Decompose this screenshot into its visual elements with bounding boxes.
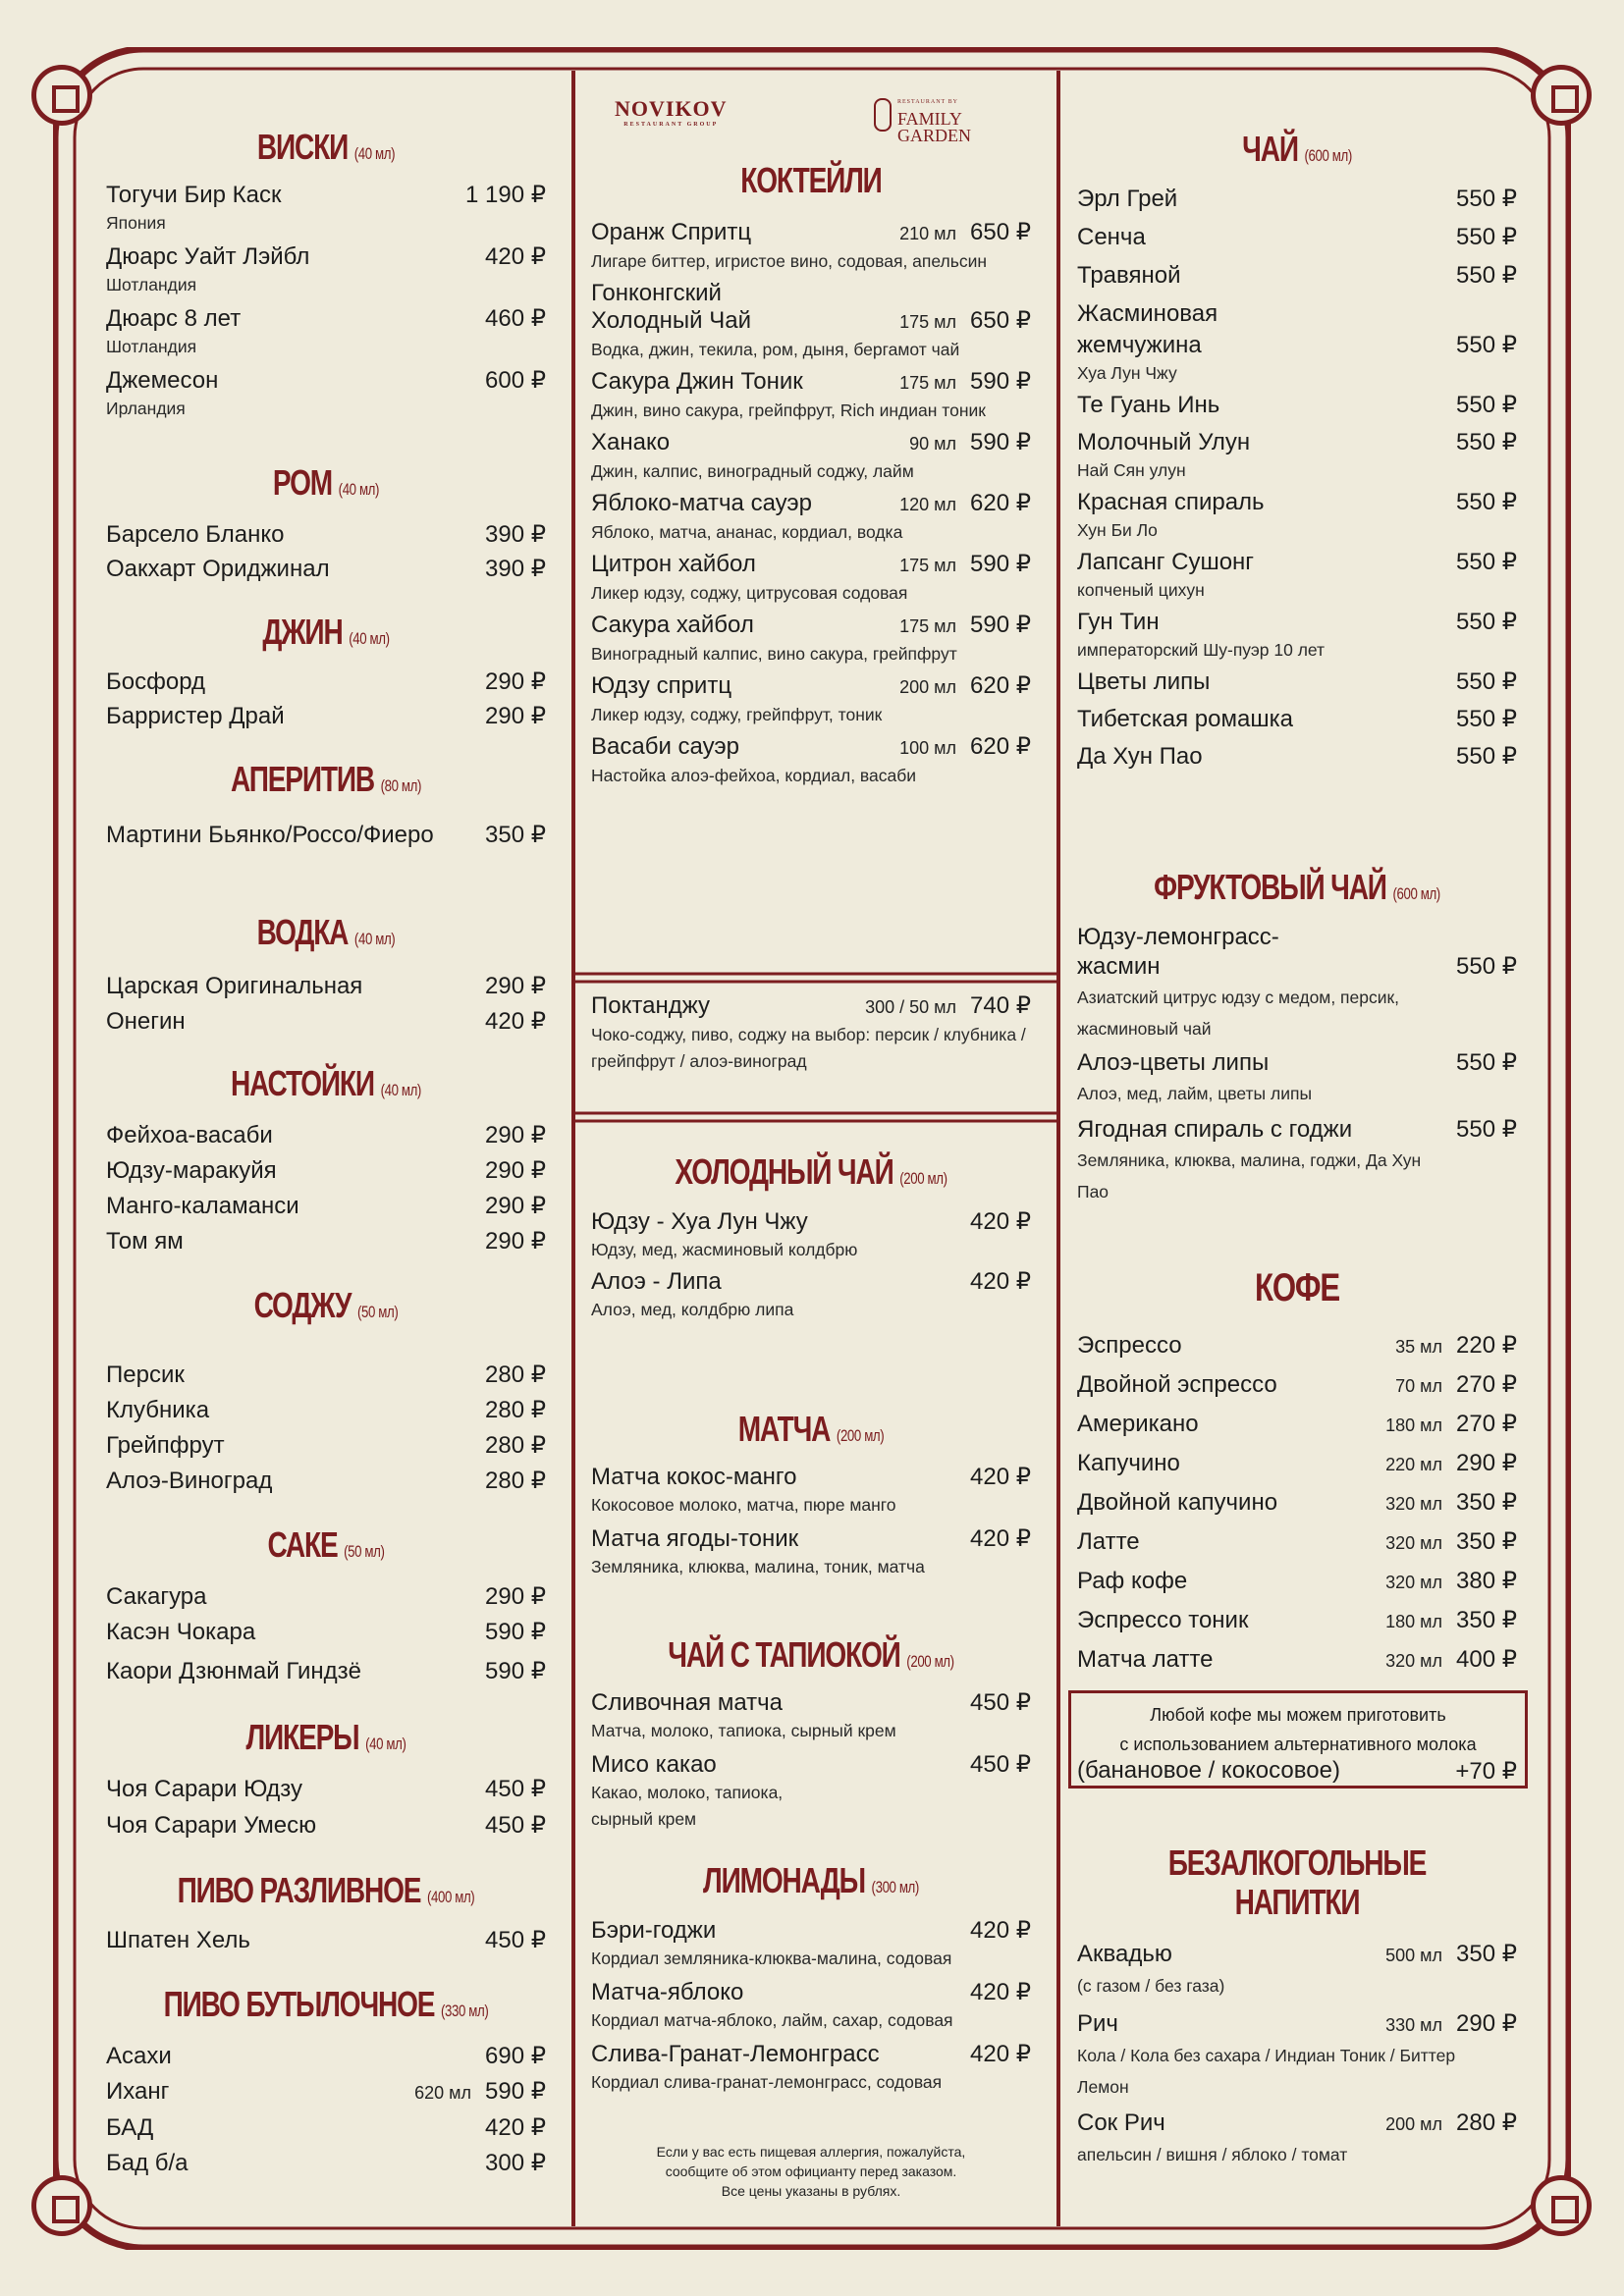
item-desc: Матча, молоко, тапиока, сырный крем	[591, 1721, 896, 1740]
menu-item: Эрл Грей 550 ₽	[1077, 186, 1517, 212]
menu-item: Лапсанг Сушонг 550 ₽	[1077, 549, 1517, 575]
menu-item: Гун Тин 550 ₽	[1077, 609, 1517, 635]
menu-item: Васаби сауэр 100 мл 620 ₽	[591, 733, 1031, 760]
section-title-tapioca: ЧАЙ С ТАПИОКОЙ (200 мл)	[668, 1634, 954, 1675]
menu-item: Яблоко-матча сауэр 120 мл 620 ₽	[591, 490, 1031, 516]
menu-item: Барристер Драй 290 ₽	[106, 703, 546, 729]
section-title-rum: РОМ (40 мл)	[272, 462, 380, 503]
menu-item: Персик 280 ₽	[106, 1362, 546, 1388]
menu-item: Рич 330 мл 290 ₽	[1077, 2010, 1517, 2037]
item-desc: Ирландия	[106, 399, 186, 418]
item-desc: Хун Би Ло	[1077, 520, 1158, 540]
menu-item: Мартини Бьянко/Россо/Фиеро 350 ₽	[106, 822, 546, 848]
menu-item: Цветы липы 550 ₽	[1077, 668, 1517, 695]
section-title-fruit-tea: ФРУКТОВЫЙ ЧАЙ (600 мл)	[1154, 867, 1440, 907]
menu-item: Раф кофе 320 мл 380 ₽	[1077, 1568, 1517, 1594]
section-title-cold-tea: ХОЛОДНЫЙ ЧАЙ (200 мл)	[675, 1151, 947, 1192]
menu-item: жемчужина 550 ₽	[1077, 332, 1517, 358]
menu-item: Да Хун Пао 550 ₽	[1077, 743, 1517, 770]
item-desc: Ликер юдзу, соджу, грейпфрут, тоник	[591, 705, 883, 724]
menu-item: Молочный Улун 550 ₽	[1077, 429, 1517, 455]
corner-ornament-br	[1531, 2175, 1592, 2236]
section-title-nastoyki: НАСТОЙКИ (40 мл)	[231, 1063, 421, 1103]
menu-item: Те Гуань Инь 550 ₽	[1077, 392, 1517, 418]
menu-item: Ягодная спираль с годжи 550 ₽	[1077, 1116, 1517, 1143]
alt-milk-line1: Любой кофе мы можем приготовить	[1150, 1705, 1446, 1725]
menu-item: Американо 180 мл 270 ₽	[1077, 1411, 1517, 1437]
item-desc: Хуа Лун Чжу	[1077, 363, 1177, 383]
menu-item: Цитрон хайбол 175 мл 590 ₽	[591, 551, 1031, 577]
menu-item: Оакхарт Ориджинал 390 ₽	[106, 556, 546, 582]
item-desc: Азиатский цитрус юдзу с медом, персик, жасминовый чай	[1077, 988, 1400, 1039]
allergy-note: Если у вас есть пищевая аллергия, пожалуйста, сообщите об этом официанту перед заказом. Все цены указаны в рублях.	[656, 2144, 966, 2199]
cocktails-list	[591, 218, 1031, 789]
menu-item: Ханако 90 мл 590 ₽	[591, 429, 1031, 455]
item-desc: Водка, джин, текила, ром, дыня, бергамот чай	[591, 340, 960, 359]
menu-item: Царская Оригинальная 290 ₽	[106, 973, 546, 999]
bottled-beer-list	[106, 2042, 546, 2178]
item-desc: Кордиал матча-яблоко, лайм, сахар, содовая	[591, 2010, 953, 2030]
section-title-draft-beer: ПИВО РАЗЛИВНОЕ (400 мл)	[177, 1870, 475, 1910]
menu-item: Эспрессо 35 мл 220 ₽	[1077, 1332, 1517, 1359]
section-title-soft-drinks: БЕЗАЛКОГОЛЬНЫЕ НАПИТКИ	[1167, 1842, 1427, 1922]
sake-list	[106, 1582, 546, 1686]
item-desc: Юдзу, мед, жасминовый колдбрю	[591, 1240, 858, 1259]
alt-milk-options: (банановое / кокосовое)	[1077, 1757, 1340, 1784]
menu-item: Шпатен Хель 450 ₽	[106, 1927, 546, 1953]
menu-item: Иханг 620 мл 590 ₽	[106, 2078, 546, 2105]
item-desc: (с газом / без газа)	[1077, 1976, 1225, 1996]
corner-ornament-bl	[31, 2175, 92, 2236]
item-desc: Япония	[106, 213, 166, 233]
item-desc: Най Сян улун	[1077, 460, 1186, 480]
menu-item: Алоэ-Виноград 280 ₽	[106, 1468, 546, 1494]
menu-item: Аквадью 500 мл 350 ₽	[1077, 1941, 1517, 1967]
menu-item: Фейхоа-васаби 290 ₽	[106, 1122, 546, 1148]
item-desc: Кордиал слива-гранат-лемонграсс, содовая	[591, 2072, 943, 2092]
rum-list	[106, 520, 546, 584]
menu-item: Поктанджу 300 / 50 мл 740 ₽	[591, 992, 1031, 1019]
item-desc: Настойка алоэ-фейхоа, кордиал, васаби	[591, 766, 917, 785]
menu-item: Джемесон 600 ₽	[106, 367, 546, 394]
menu-item: Тогучи Бир Каск 1 190 ₽	[106, 182, 546, 208]
menu-item: Том ям 290 ₽	[106, 1228, 546, 1255]
item-desc: Яблоко, матча, ананас, кордиал, водка	[591, 522, 903, 542]
item-desc: Какао, молоко, тапиока, сырный крем	[591, 1783, 784, 1829]
item-desc: Лигаре биттер, игристое вино, содовая, апельсин	[591, 251, 988, 271]
item-desc: Шотландия	[106, 275, 197, 294]
menu-item: Чоя Сарари Умесю 450 ₽	[106, 1812, 546, 1839]
menu-item: Дюарс Уайт Лэйбл 420 ₽	[106, 243, 546, 270]
menu-item: Сакагура 290 ₽	[106, 1583, 546, 1610]
section-title-soju: СОДЖУ (50 мл)	[253, 1285, 399, 1325]
menu-item: жасмин 550 ₽	[1077, 953, 1517, 980]
menu-item: Эспрессо тоник 180 мл 350 ₽	[1077, 1607, 1517, 1633]
section-title-cocktails: КОКТЕЙЛИ	[740, 160, 882, 200]
tea-list	[1077, 185, 1517, 772]
section-title-tea: ЧАЙ (600 мл)	[1242, 129, 1352, 169]
whisky-list	[106, 181, 546, 422]
item-desc: Алоэ, мед, лайм, цветы липы	[1077, 1084, 1313, 1103]
menu-item: Дюарс 8 лет 460 ₽	[106, 305, 546, 332]
corner-ornament-tl	[31, 65, 92, 126]
menu-item: Касэн Чокара 590 ₽	[106, 1619, 546, 1645]
menu-item: Сок Рич 200 мл 280 ₽	[1077, 2109, 1517, 2136]
item-desc: Земляника, клюква, малина, тоник, матча	[591, 1557, 925, 1576]
menu-item: Босфорд 290 ₽	[106, 668, 546, 695]
menu-item: Тибетская ромашка 550 ₽	[1077, 706, 1517, 732]
menu-item: Бад б/а 300 ₽	[106, 2150, 546, 2176]
item-desc: Алоэ, мед, колдбрю липа	[591, 1300, 794, 1319]
menu-item: Двойной капучино 320 мл 350 ₽	[1077, 1489, 1517, 1516]
menu-item: Сенча 550 ₽	[1077, 224, 1517, 250]
item-desc: Кордиал земляника-клюква-малина, содовая	[591, 1949, 952, 1968]
item-desc: Ликер юдзу, соджу, цитрусовая содовая	[591, 583, 908, 603]
nastoyki-list	[106, 1121, 546, 1256]
menu-item: Матча латте 320 мл 400 ₽	[1077, 1646, 1517, 1673]
item-desc: Шотландия	[106, 337, 197, 356]
novikov-logo: NOVIKOV RESTAURANT GROUP	[615, 96, 728, 128]
item-desc: Виноградный калпис, вино сакура, грейпфрут	[591, 644, 957, 664]
menu-item: Юдзу - Хуа Лун Чжу 420 ₽	[591, 1208, 1031, 1235]
section-title-gin: ДЖИН (40 мл)	[262, 612, 390, 652]
family-garden-mark-icon	[874, 98, 892, 132]
alt-milk-price-row	[1077, 1757, 1517, 1786]
menu-item: Мисо какао 450 ₽	[591, 1751, 1031, 1778]
section-title-liquors: ЛИКЕРЫ (40 мл)	[245, 1717, 406, 1757]
menu-item: Матча ягоды-тоник 420 ₽	[591, 1525, 1031, 1552]
menu-item: Двойной эспрессо 70 мл 270 ₽	[1077, 1371, 1517, 1398]
draft-beer-list	[106, 1926, 546, 1955]
menu-item: БАД 420 ₽	[106, 2114, 546, 2141]
menu-item-name-line: Гонконгский	[591, 280, 722, 306]
menu-item: Бэри-годжи 420 ₽	[591, 1917, 1031, 1944]
menu-item: Сакура Джин Тоник 175 мл 590 ₽	[591, 368, 1031, 395]
fruit-tea-list	[1077, 923, 1517, 1207]
menu-item: Холодный Чай 175 мл 650 ₽	[591, 307, 1031, 334]
vodka-list	[106, 972, 546, 1037]
gin-list	[106, 667, 546, 731]
menu-item: Матча-яблоко 420 ₽	[591, 1979, 1031, 2005]
alt-milk-price: +70 ₽	[1455, 1758, 1517, 1785]
item-desc: Джин, вино сакура, грейпфрут, Rich индиан тоник	[591, 400, 986, 420]
item-desc: апельсин / вишня / яблоко / томат	[1077, 2145, 1348, 2164]
poktandzhu-block	[591, 991, 1031, 1075]
menu-item: Юдзу-маракуйя 290 ₽	[106, 1157, 546, 1184]
menu-item: Асахи 690 ₽	[106, 2043, 546, 2069]
menu-item: Чоя Сарари Юдзу 450 ₽	[106, 1776, 546, 1802]
corner-ornament-tr	[1531, 65, 1592, 126]
item-desc: копченый цихун	[1077, 580, 1205, 600]
menu-item: Каори Дзюнмай Гиндзё 590 ₽	[106, 1658, 546, 1684]
section-title-vodka: ВОДКА (40 мл)	[256, 912, 396, 952]
tapioca-list	[591, 1688, 1031, 1833]
item-desc: императорский Шу-пуэр 10 лет	[1077, 640, 1326, 660]
menu-item: Сливочная матча 450 ₽	[591, 1689, 1031, 1716]
item-desc: Земляника, клюква, малина, годжи, Да Хун Пао	[1077, 1150, 1422, 1201]
menu-item-name-line: Юдзу-лемонграсс-	[1077, 924, 1279, 950]
logos	[591, 59, 1031, 145]
soft-drinks-list	[1077, 1940, 1517, 2170]
menu-item: Капучино 220 мл 290 ₽	[1077, 1450, 1517, 1476]
menu-item-name-line: Жасминовая	[1077, 300, 1218, 327]
liquors-list	[106, 1775, 546, 1841]
menu-item: Красная спираль 550 ₽	[1077, 489, 1517, 515]
section-title-whisky: ВИСКИ (40 мл)	[256, 127, 396, 167]
coffee-list	[1077, 1331, 1517, 1676]
section-title-coffee: КОФЕ	[1254, 1266, 1340, 1309]
item-desc: Чоко-соджу, пиво, соджу на выбор: персик / клубника / грейпфрут / алоэ-виноград	[591, 1025, 1026, 1071]
section-title-matcha: МАТЧА (200 мл)	[737, 1409, 885, 1449]
section-title-sake: САКЕ (50 мл)	[267, 1524, 385, 1565]
section-title-bottled-beer: ПИВО БУТЫЛОЧНОЕ (330 мл)	[163, 1984, 489, 2024]
menu-item: Алоэ-цветы липы 550 ₽	[1077, 1049, 1517, 1076]
lemonades-list	[591, 1916, 1031, 2096]
menu-item: Грейпфрут 280 ₽	[106, 1432, 546, 1459]
section-title-lemonades: ЛИМОНАДЫ (300 мл)	[703, 1860, 919, 1900]
menu-item: Онегин 420 ₽	[106, 1008, 546, 1035]
soju-list	[106, 1361, 546, 1496]
alt-milk-line2: с использованием альтернативного молока	[1119, 1735, 1477, 1754]
menu-item: Оранж Спритц 210 мл 650 ₽	[591, 219, 1031, 245]
menu-item: Травяной 550 ₽	[1077, 262, 1517, 289]
menu-item: Сакура хайбол 175 мл 590 ₽	[591, 612, 1031, 638]
menu-item: Алоэ - Липа 420 ₽	[591, 1268, 1031, 1295]
item-desc: Кокосовое молоко, матча, пюре манго	[591, 1495, 896, 1515]
menu-item: Клубника 280 ₽	[106, 1397, 546, 1423]
section-title-aperitif: АПЕРИТИВ (80 мл)	[230, 759, 422, 799]
menu-item: Манго-каламанси 290 ₽	[106, 1193, 546, 1219]
family-garden-logo: RESTAURANT BY FAMILY GARDEN	[897, 94, 971, 144]
matcha-list	[591, 1463, 1031, 1580]
item-desc: Джин, калпис, виноградный соджу, лайм	[591, 461, 914, 481]
menu-item: Матча кокос-манго 420 ₽	[591, 1464, 1031, 1490]
menu-item: Латте 320 мл 350 ₽	[1077, 1528, 1517, 1555]
item-desc: Кола / Кола без сахара / Индиан Тоник / Биттер Лемон	[1077, 2046, 1456, 2097]
menu-item: Юдзу спритц 200 мл 620 ₽	[591, 672, 1031, 699]
aperitif-list	[106, 821, 546, 850]
menu-item: Слива-Гранат-Лемонграсс 420 ₽	[591, 2041, 1031, 2067]
cold-tea-list	[591, 1207, 1031, 1323]
menu-item: Барсело Бланко 390 ₽	[106, 521, 546, 548]
